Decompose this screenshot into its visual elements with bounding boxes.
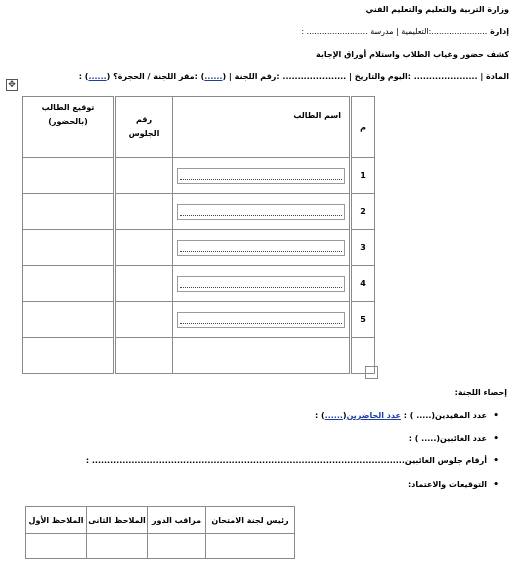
row-number: 2 <box>352 194 375 230</box>
sig-head-first-observer: الملاحظ الأول <box>26 507 87 534</box>
column-gap <box>350 302 352 338</box>
stats-absent: • عدد الغائبين(..... ) : <box>409 434 501 443</box>
column-gap <box>350 266 352 302</box>
column-gap <box>114 158 116 194</box>
student-name-field[interactable] <box>177 312 345 328</box>
info-end: ) : <box>78 72 89 81</box>
column-gap <box>114 194 116 230</box>
dotted-line <box>180 171 342 180</box>
stats-title: إحصاء اللجنة: <box>454 388 507 397</box>
seat-number-cell[interactable] <box>116 230 173 266</box>
admin-fill: ......................:التعليمية | مدرسة ........................ : <box>301 27 488 36</box>
signature-cell[interactable] <box>23 266 114 302</box>
column-gap <box>114 266 116 302</box>
stats-list <box>409 434 501 443</box>
enrolled-count: عدد المقيدين(..... ) : <box>403 411 487 420</box>
signatures-table <box>25 506 295 559</box>
column-gap <box>114 338 116 374</box>
dotted-line <box>180 279 342 288</box>
table-row <box>23 302 375 338</box>
row-number: 5 <box>352 302 375 338</box>
column-gap <box>350 230 352 266</box>
table-row <box>23 194 375 230</box>
present-count: ...... <box>324 411 343 420</box>
table-header-row <box>23 97 375 158</box>
student-name-cell[interactable] <box>173 338 350 374</box>
signature-cell[interactable] <box>23 302 114 338</box>
column-gap <box>350 338 352 374</box>
student-name-cell[interactable] <box>173 302 350 338</box>
student-name-cell[interactable] <box>173 266 350 302</box>
seat-number-cell[interactable] <box>116 158 173 194</box>
signatures-title: • التوقيعات والاعتماد: <box>408 480 501 489</box>
row-number: 4 <box>352 266 375 302</box>
column-gap <box>114 97 116 158</box>
header-student-signature: توقيع الطالب (بالحضور) <box>23 97 114 158</box>
empty-checkbox[interactable] <box>365 366 378 379</box>
attendance-table <box>22 96 375 374</box>
ministry-title: وزارة التربية والتعليم والتعليم الفني <box>365 5 509 14</box>
stats-list <box>408 480 501 489</box>
subject-date-committee: المادة | ..................... :اليوم والتاريخ | ..................... :رقم اللجنة | ( <box>222 72 509 81</box>
seat-number-cell[interactable] <box>116 194 173 230</box>
report-title: كشف حضور وغياب الطلاب واستلام أوراق الإجابة <box>315 50 509 59</box>
table-row <box>23 230 375 266</box>
sig-cell-second-observer[interactable] <box>87 534 148 559</box>
column-gap <box>114 230 116 266</box>
header-seat-number: رقم الجلوس <box>116 97 173 158</box>
table-row <box>23 266 375 302</box>
committee-number: ...... <box>204 72 223 81</box>
student-name-cell[interactable] <box>173 158 350 194</box>
admin-label: إدارة <box>490 27 509 36</box>
header-student-name: اسم الطالب <box>173 97 350 158</box>
signature-cell[interactable] <box>23 230 114 266</box>
present-close: ) : <box>315 411 325 420</box>
signatures-header-row <box>26 507 295 534</box>
seat-number-cell[interactable] <box>116 266 173 302</box>
present-label: عدد الحاضرين <box>346 411 401 420</box>
admin-school-line <box>301 27 509 36</box>
sig-cell-committee-chair[interactable] <box>206 534 295 559</box>
sig-head-second-observer: الملاحظ الثانى <box>87 507 148 534</box>
student-name-cell[interactable] <box>173 194 350 230</box>
header-num: م <box>352 97 375 158</box>
dotted-line <box>180 243 342 252</box>
signature-cell[interactable] <box>23 194 114 230</box>
column-gap <box>114 302 116 338</box>
move-arrows-icon[interactable]: ✥ <box>6 79 18 91</box>
signature-cell[interactable] <box>23 338 114 374</box>
dotted-line <box>180 207 342 216</box>
student-name-field[interactable] <box>177 204 345 220</box>
table-row <box>23 338 375 374</box>
present-open: ( <box>342 411 347 420</box>
seat-number-cell[interactable] <box>116 302 173 338</box>
seat-number-cell[interactable] <box>116 338 173 374</box>
student-name-cell[interactable] <box>173 230 350 266</box>
dotted-line <box>180 315 342 324</box>
table-row <box>23 158 375 194</box>
student-name-field[interactable] <box>177 240 345 256</box>
sig-cell-round-supervisor[interactable] <box>148 534 206 559</box>
column-gap <box>350 158 352 194</box>
column-gap <box>350 97 352 158</box>
row-number: 3 <box>352 230 375 266</box>
column-gap <box>350 194 352 230</box>
signature-cell[interactable] <box>23 158 114 194</box>
student-name-field[interactable] <box>177 276 345 292</box>
stats-enrolled-present <box>315 411 501 420</box>
stats-absent-seats: • أرقام جلوس الغائبين....................................................................................................... : <box>86 456 501 465</box>
signatures-row <box>26 534 295 559</box>
sig-head-committee-chair: رئيس لجنة الامتحان <box>206 507 295 534</box>
row-number: 1 <box>352 158 375 194</box>
sig-head-round-supervisor: مراقب الدور <box>148 507 206 534</box>
student-name-field[interactable] <box>177 168 345 184</box>
hall-number: ...... <box>88 72 107 81</box>
stats-list <box>315 411 501 420</box>
exam-info-line <box>79 72 509 81</box>
sig-cell-first-observer[interactable] <box>26 534 87 559</box>
hall-label: ) :مقر اللجنة / الحجرة؟ ( <box>106 72 205 81</box>
stats-list <box>86 456 501 465</box>
